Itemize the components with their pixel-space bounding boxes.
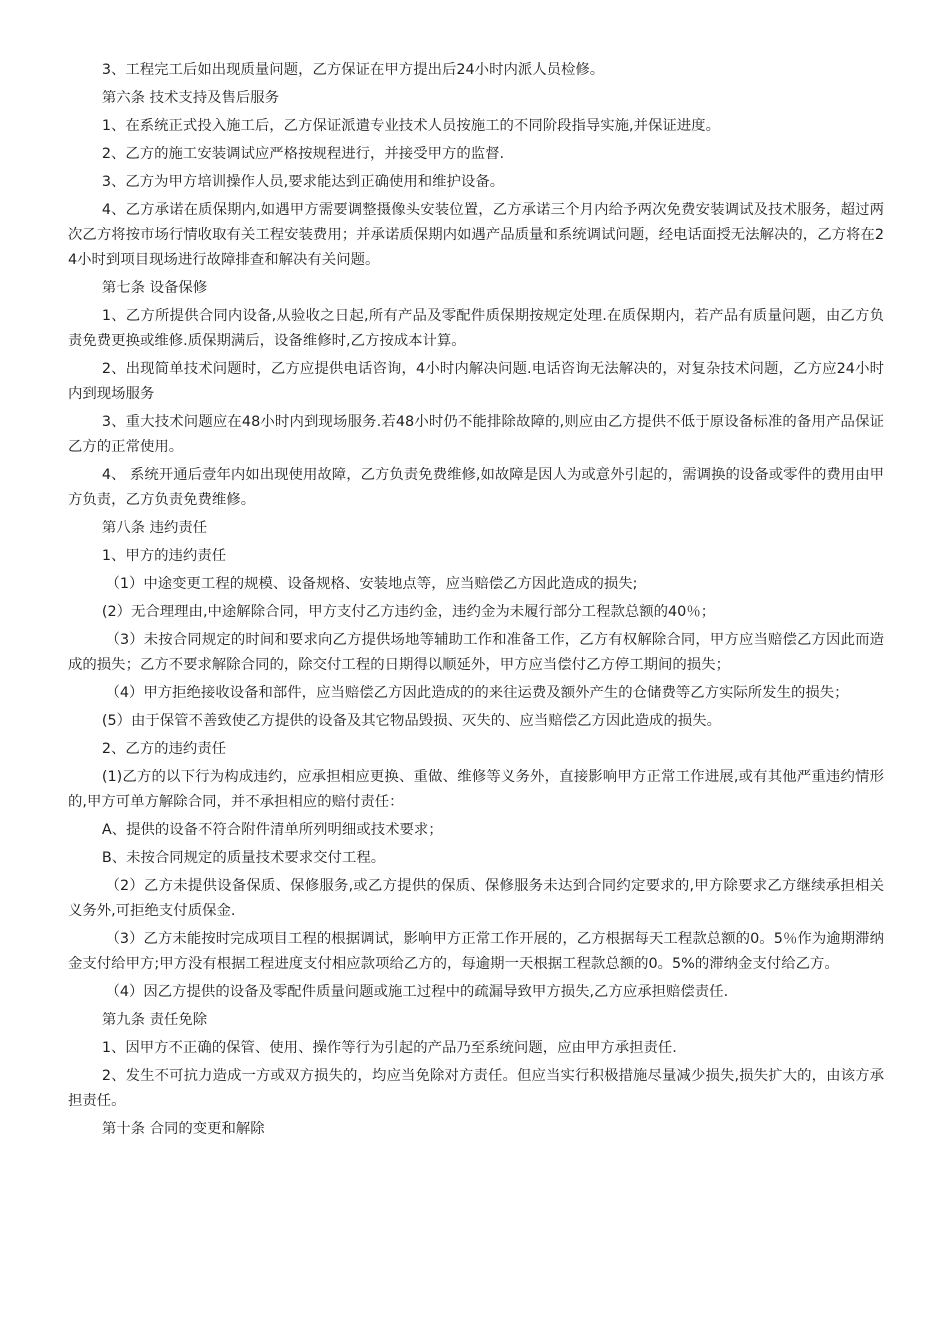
article-heading: 第十条 合同的变更和解除	[101, 1121, 265, 1137]
article-heading: 第六条 技术支持及售后服务	[101, 90, 280, 106]
clause-paragraph: 2、出现简单技术问题时，乙方应提供电话咨询，4小时内解决问题.电话咨询无法解决的，对复杂技术问题，乙方应24小时内到现场服务	[68, 361, 884, 402]
clause-paragraph: 1、在系统正式投入施工后，乙方保证派遣专业技术人员按施工的不同阶段指导实施,并保证进度。	[101, 118, 720, 134]
clause-paragraph: 4、 系统开通后壹年内如出现使用故障，乙方负责免费维修,如故障是因人为或意外引起的，需调换的设备或零件的费用由甲方负责，乙方负责免费维修。	[68, 467, 884, 508]
clause-paragraph: 1、因甲方不正确的保管、使用、操作等行为引起的产品乃至系统问题，应由甲方承担责任.	[101, 1040, 677, 1056]
clause-paragraph: 2、乙方的施工安装调试应严格按规程进行，并接受甲方的监督.	[101, 146, 505, 162]
clause-paragraph: 4、乙方承诺在质保期内,如遇甲方需要调整摄像头安装位置，乙方承诺三个月内给予两次免费安装调试及技术服务，超过两次乙方将按市场行情收取有关工程安装费用；并承诺质保期内如遇产品质量和系统调试问题，经电话面授无法解决的，乙方将在24小时到项目现场进行故障排查和解决有关问题。	[68, 202, 884, 268]
clause-paragraph: 2、乙方的违约责任	[101, 741, 227, 757]
article-heading: 第八条 违约责任	[101, 520, 208, 536]
sub-clause-paragraph: （1）中途变更工程的规模、设备规格、安装地点等，应当赔偿乙方因此造成的损失;	[105, 576, 638, 592]
clause-paragraph: 2、发生不可抗力造成一方或双方损失的，均应当免除对方责任。但应当实行积极措施尽量减少损失,损失扩大的，由该方承担责任。	[68, 1068, 884, 1109]
sub-clause-paragraph: （4）因乙方提供的设备及零配件质量问题或施工过程中的疏漏导致甲方损失,乙方应承担赔偿责任.	[105, 984, 729, 1000]
sub-clause-paragraph: (2）无合理理由,中途解除合同，甲方支付乙方违约金，违约金为未履行部分工程款总额的40％；	[101, 604, 716, 620]
sub-clause-paragraph: （2）乙方未提供设备保质、保修服务,或乙方提供的保质、保修服务未达到合同约定要求的,甲方除要求乙方继续承担相关义务外,可拒绝支付质保金.	[68, 878, 884, 919]
sub-clause-paragraph: （4）甲方拒绝接收设备和部件，应当赔偿乙方因此造成的的来往运费及额外产生的仓储费等乙方实际所发生的损失；	[105, 685, 849, 701]
article-heading: 第九条 责任免除	[101, 1012, 208, 1028]
list-item: A、提供的设备不符合附件清单所列明细或技术要求；	[101, 822, 443, 838]
clause-paragraph: 3、乙方为甲方培训操作人员,要求能达到正确使用和维护设备。	[101, 174, 505, 190]
clause-paragraph: 1、乙方所提供合同内设备,从验收之日起,所有产品及零配件质保期按规定处理.在质保期内，若产品有质量问题，由乙方负责免费更换或维修.质保期满后，设备维修时,乙方按成本计算。	[68, 308, 884, 349]
list-item: B、未按合同规定的质量技术要求交付工程。	[101, 850, 386, 866]
sub-clause-paragraph: （3）乙方未能按时完成项目工程的根据调试，影响甲方正常工作开展的，乙方根据每天工程款总额的0。5％作为逾期滞纳金支付给甲方;甲方没有根据工程进度支付相应款项给乙方的，每逾期一天根据工程款总额的0。5%的滞纳金支付给乙方。	[68, 931, 884, 972]
clause-paragraph: 3、工程完工后如出现质量问题，乙方保证在甲方提出后24小时内派人员检修。	[101, 62, 605, 78]
sub-clause-paragraph: (1)乙方的以下行为构成违约，应承担相应更换、重做、维修等义务外，直接影响甲方正常工作进展,或有其他严重违约情形的,甲方可单方解除合同，并不承担相应的赔付责任：	[68, 769, 884, 810]
clause-paragraph: 3、重大技术问题应在48小时内到现场服务.若48小时仍不能排除故障的,则应由乙方提供不低于原设备标准的备用产品保证乙方的正常使用。	[68, 414, 884, 455]
sub-clause-paragraph: (5）由于保管不善致使乙方提供的设备及其它物品毁损、灭失的、应当赔偿乙方因此造成的损失。	[101, 713, 722, 729]
article-heading: 第七条 设备保修	[101, 280, 208, 296]
sub-clause-paragraph: （3）未按合同规定的时间和要求向乙方提供场地等辅助工作和准备工作，乙方有权解除合同，甲方应当赔偿乙方因此而造成的损失；乙方不要求解除合同的，除交付工程的日期得以顺延外，甲方应当偿付乙方停工期间的损失；	[68, 632, 884, 673]
clause-paragraph: 1、甲方的违约责任	[101, 548, 227, 564]
